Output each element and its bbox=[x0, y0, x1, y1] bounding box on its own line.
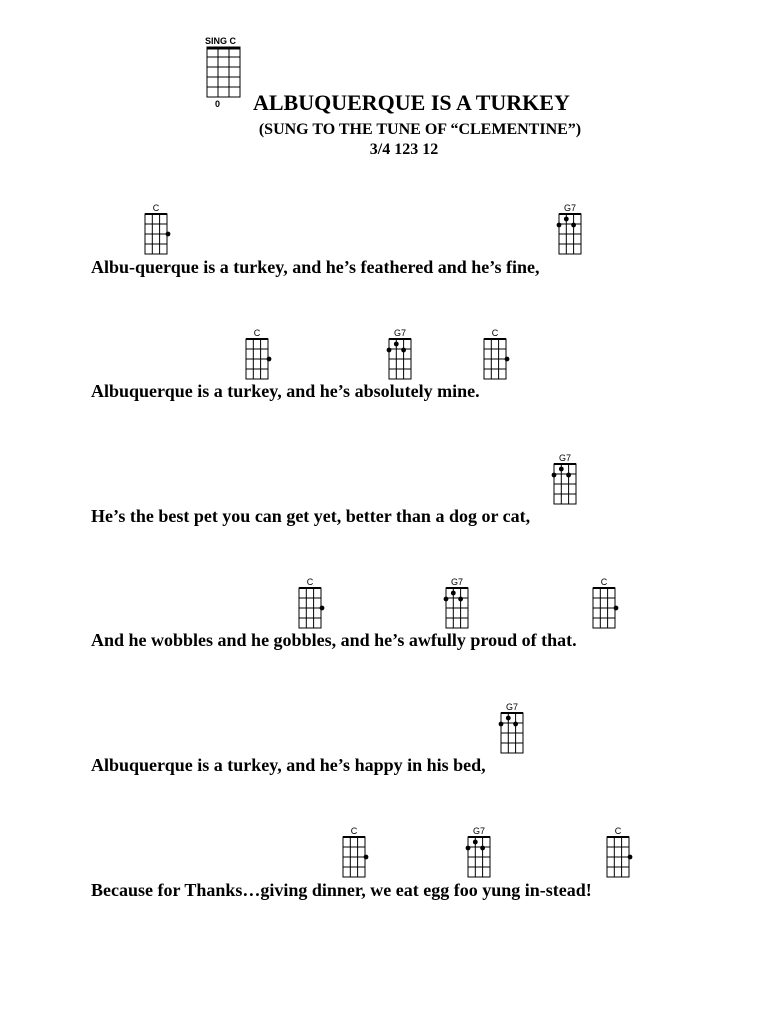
chord-label: G7 bbox=[563, 203, 576, 213]
chord-fretboard bbox=[380, 338, 420, 384]
chord-label: C bbox=[614, 826, 622, 836]
chord-label: C bbox=[306, 577, 314, 587]
chord-fretboard bbox=[459, 836, 499, 882]
chord-label: C bbox=[491, 328, 499, 338]
chord-fretboard bbox=[290, 587, 330, 633]
lyric-line-1: Albu-querque is a turkey, and he’s feathered and he’s fine, bbox=[91, 257, 540, 277]
lyric-line-6: Because for Thanks…giving dinner, we eat egg foo yung in-stead! bbox=[91, 880, 592, 900]
chord-label: C bbox=[253, 328, 261, 338]
chord-fretboard bbox=[550, 213, 590, 259]
open-string-marker: 0 bbox=[215, 99, 221, 109]
sing-chord-diagram bbox=[205, 36, 245, 116]
chord-label: C bbox=[600, 577, 608, 587]
time-signature: 3/4 123 12 bbox=[369, 141, 439, 158]
chord-label: C bbox=[152, 203, 160, 213]
chord-fretboard bbox=[136, 213, 176, 259]
page-subtitle: (SUNG TO THE TUNE OF “CLEMENTINE”) bbox=[258, 121, 582, 138]
chord-label: G7 bbox=[450, 577, 463, 587]
lyric-line-5: Albuquerque is a turkey, and he’s happy in his bed, bbox=[91, 755, 486, 775]
sing-label: SING C bbox=[205, 36, 237, 46]
lyric-line-4: And he wobbles and he gobbles, and he’s awfully proud of that. bbox=[91, 630, 577, 650]
page-title: ALBUQUERQUE IS A TURKEY bbox=[253, 90, 570, 115]
chord-fretboard bbox=[492, 712, 532, 758]
chord-fretboard bbox=[584, 587, 624, 633]
chord-label: G7 bbox=[393, 328, 406, 338]
lyric-line-3: He’s the best pet you can get yet, better than a dog or cat, bbox=[91, 506, 531, 526]
chord-fretboard bbox=[598, 836, 638, 882]
chord-label: C bbox=[350, 826, 358, 836]
chord-fretboard bbox=[437, 587, 477, 633]
chord-label: G7 bbox=[472, 826, 485, 836]
lyric-line-2: Albuquerque is a turkey, and he’s absolutely mine. bbox=[91, 381, 480, 401]
chord-fretboard bbox=[545, 463, 585, 509]
chord-label: G7 bbox=[558, 453, 571, 463]
chord-label: G7 bbox=[505, 702, 518, 712]
sing-fretboard bbox=[205, 45, 243, 101]
chord-fretboard bbox=[334, 836, 374, 882]
chord-fretboard bbox=[475, 338, 515, 384]
chord-fretboard bbox=[237, 338, 277, 384]
